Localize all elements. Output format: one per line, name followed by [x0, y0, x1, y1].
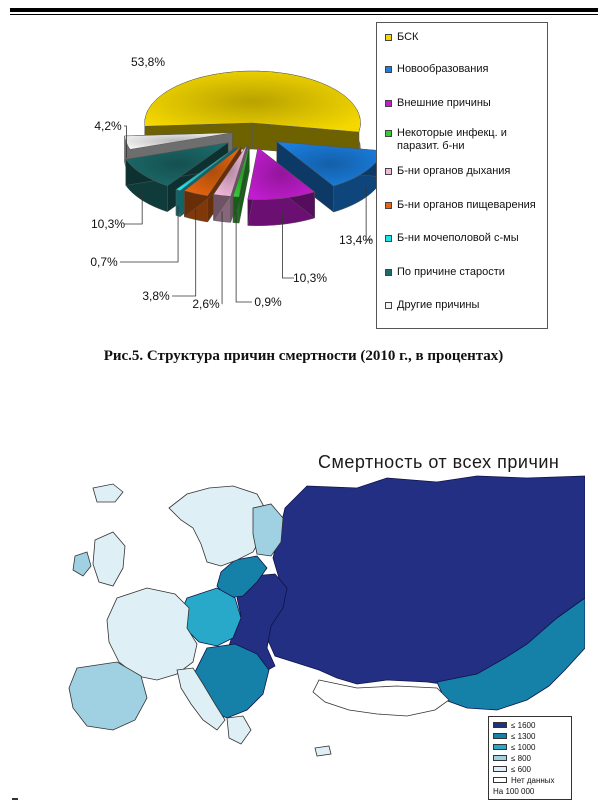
pie-value-label-6: 0,7%: [90, 255, 118, 269]
map-region-caucasus: [313, 680, 449, 716]
legend-swatch: [385, 100, 392, 107]
legend-swatch: [385, 34, 392, 41]
pie-value-label-4: 2,6%: [192, 297, 220, 311]
pie-slice-top-0: [145, 71, 361, 132]
legend-swatch: [385, 302, 392, 309]
legend-item-8: [385, 299, 545, 312]
pie-value-label-5: 3,8%: [142, 289, 170, 303]
map-region-greece: [227, 716, 251, 744]
map-legend-label: Нет данных: [511, 776, 555, 785]
pie-leader-line-6: [120, 206, 178, 262]
map-legend-label: ≤ 1300: [511, 732, 536, 741]
map-region-ireland: [73, 552, 91, 576]
legend-swatch: [385, 269, 392, 276]
map-legend-row: [493, 765, 571, 774]
map-legend-row: [493, 721, 571, 730]
legend-swatch: [385, 66, 392, 73]
map-legend-swatch: [493, 744, 507, 750]
map-legend-footnote: На 100 000: [493, 787, 535, 796]
pie-value-label-7: 10,3%: [90, 217, 126, 231]
map-title: Смертность от всех причин: [318, 452, 560, 472]
map-legend-swatch: [493, 777, 507, 783]
legend-swatch: [385, 168, 392, 175]
map-legend-label: ≤ 1000: [511, 743, 536, 752]
legend-swatch: [385, 202, 392, 209]
legend-item-2: [385, 97, 545, 110]
map-region-iceland: [93, 484, 123, 502]
map-legend-swatch: [493, 766, 507, 772]
legend-label: Б-ни мочеполовой с-мы: [397, 232, 519, 244]
map-legend-swatch: [493, 755, 507, 761]
map-region-uk: [93, 532, 125, 586]
legend-item-3: [385, 127, 545, 153]
map-legend-label: ≤ 800: [511, 754, 531, 763]
page-corner-mark: [12, 798, 18, 800]
map-legend-row: [493, 732, 571, 741]
legend-label: Внешние причины: [397, 97, 491, 109]
map-legend-row: [493, 743, 571, 752]
legend-label: БСК: [397, 31, 419, 43]
pie-value-label-2: 10,3%: [292, 271, 328, 285]
map-legend-label: ≤ 1600: [511, 721, 536, 730]
map-legend-row: [493, 776, 571, 785]
legend-label: Новообразования: [397, 63, 489, 75]
legend-label: Другие причины: [397, 299, 480, 311]
map-legend-row: [493, 754, 571, 763]
legend-label: Некоторые инфекц. и паразит. б-ни: [397, 127, 507, 152]
pie-leader-line-3: [236, 212, 252, 302]
legend-item-4: [385, 165, 545, 178]
pie-value-label-8: 4,2%: [94, 119, 122, 133]
legend-item-6: [385, 232, 545, 245]
pie-leader-line-5: [172, 209, 196, 296]
pie-value-label-1: 13,4%: [338, 233, 374, 247]
map-legend-swatch: [493, 733, 507, 739]
pie-value-label-0: 53,8%: [130, 55, 166, 69]
legend-swatch: [385, 130, 392, 137]
map-legend-label: ≤ 600: [511, 765, 531, 774]
map-legend: [488, 716, 572, 800]
legend-item-5: [385, 199, 545, 212]
figure-caption: Рис.5. Структура причин смертности (2010 г., в процентах): [103, 348, 504, 364]
map-region-scandinavia: [169, 486, 267, 566]
legend-label: Б-ни органов пищеварения: [397, 199, 536, 211]
pie-legend: [376, 22, 548, 329]
map-legend-swatch: [493, 722, 507, 728]
legend-label: Б-ни органов дыхания: [397, 165, 511, 177]
legend-item-0: [385, 31, 545, 44]
legend-swatch: [385, 235, 392, 242]
pie-value-label-3: 0,9%: [254, 295, 282, 309]
legend-item-7: [385, 266, 545, 279]
legend-item-1: [385, 63, 545, 76]
map-region-cyprus: [315, 746, 331, 756]
legend-label: По причине старости: [397, 266, 505, 278]
